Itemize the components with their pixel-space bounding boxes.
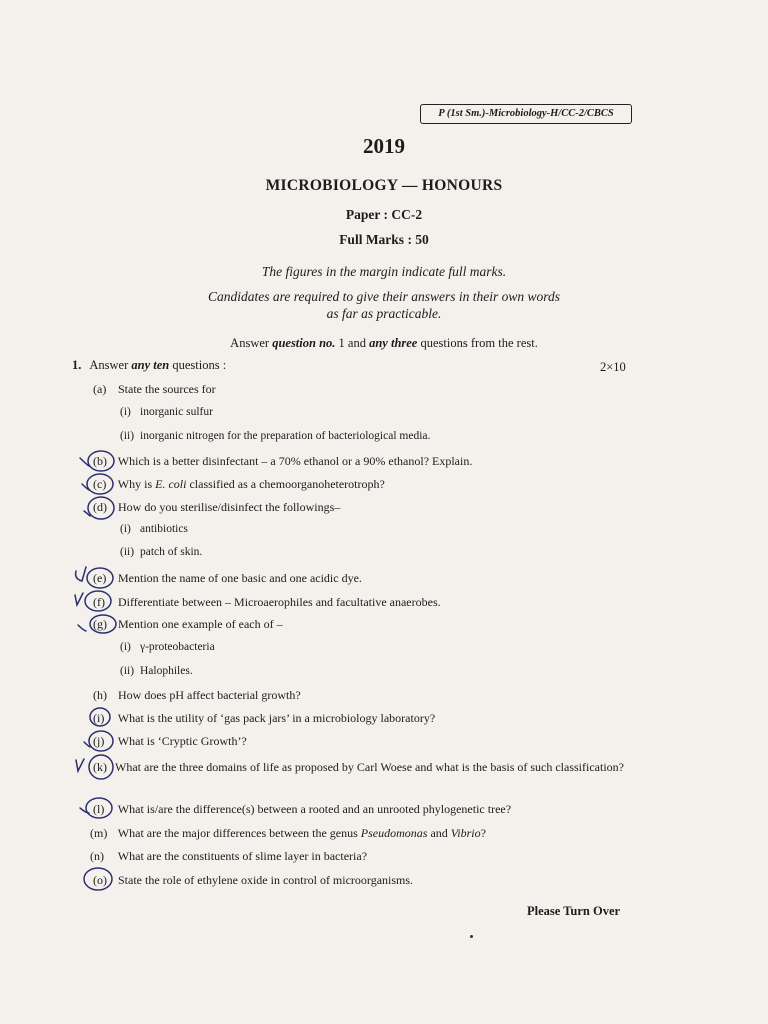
item-label: (i) <box>93 711 105 725</box>
item-label: (i) <box>120 523 131 535</box>
item-text-pre: Why is <box>117 477 156 491</box>
question-item-g <box>93 617 283 632</box>
exam-year: 2019 <box>363 134 405 158</box>
question-subitem-a-i <box>120 406 213 418</box>
item-text: What are the constituents of slime layer in bacteria? <box>117 849 368 863</box>
pen-mark-e <box>76 567 86 581</box>
item-text-mid: and <box>427 826 451 840</box>
item-label: (c) <box>93 477 107 491</box>
paper-code: P (1st Sm.)-Microbiology-H/CC-2/CBCS <box>420 104 632 124</box>
item-label: (m) <box>90 826 108 840</box>
item-label: (i) <box>120 641 131 653</box>
please-turn-over: Please Turn Over <box>527 904 621 918</box>
item-label: (e) <box>93 571 107 585</box>
answer-instruction <box>0 336 768 351</box>
item-label: (a) <box>93 382 107 396</box>
item-label: (l) <box>93 802 105 816</box>
question-item-h <box>93 688 301 703</box>
item-text-post: ? <box>480 826 486 840</box>
instruction-pre: Answer <box>230 336 273 350</box>
question-item-i <box>93 711 435 726</box>
paper-number: Paper : CC-2 <box>345 207 423 222</box>
pen-tick-g <box>78 625 86 631</box>
item-text-genus-1: Pseudomonas <box>360 826 428 840</box>
item-text: Which is a better disinfectant – a 70% ethanol or a 90% ethanol? Explain. <box>117 454 473 468</box>
item-label: (n) <box>90 849 104 863</box>
item-label: (j) <box>93 734 105 748</box>
item-label: (ii) <box>120 546 135 558</box>
item-text: State the sources for <box>118 382 216 396</box>
q1-any-ten: any ten <box>131 358 170 372</box>
pen-mark-f <box>75 593 83 605</box>
item-text: What are the three domains of life as proposed by Carl Woese and what is the basis of such classification? <box>115 760 624 774</box>
instruction-question: question no. <box>272 336 336 350</box>
item-text: Halophiles. <box>140 665 193 677</box>
question-item-d <box>93 500 340 515</box>
subject-title: MICROBIOLOGY — HONOURS <box>265 177 503 194</box>
question-number: 1. <box>72 358 82 372</box>
item-text: Mention the name of one basic and one acidic dye. <box>118 571 362 585</box>
question-item-n <box>90 849 367 864</box>
item-label: (ii) <box>120 430 135 442</box>
item-label: (h) <box>93 688 107 702</box>
item-text: patch of skin. <box>140 546 203 558</box>
item-label: (o) <box>93 873 107 887</box>
pen-tick-b <box>80 458 89 466</box>
item-text-pre: What are the major differences between the genus <box>117 826 361 840</box>
item-label: (d) <box>93 500 107 514</box>
question-item-e <box>93 571 362 586</box>
question-item-k <box>93 760 635 775</box>
item-label: (k) <box>93 760 107 774</box>
item-text: Mention one example of each of – <box>118 617 283 631</box>
item-text-post: classified as a chemoorganoheterotroph? <box>186 477 385 491</box>
question-item-j <box>93 734 247 749</box>
item-text: How does pH affect bacterial growth? <box>118 688 301 702</box>
pen-tick-d <box>84 511 90 516</box>
instruction-post: questions from the rest. <box>417 336 538 350</box>
question-subitem-d-i <box>120 523 188 535</box>
q1-pre: Answer <box>89 358 132 372</box>
ink-speck <box>470 935 473 938</box>
q1-post: questions : <box>169 358 227 372</box>
question-item-o <box>93 873 413 888</box>
instruction-any-three: any three <box>369 336 418 350</box>
item-label: (f) <box>93 595 105 609</box>
question-1-marks: 2×10 <box>600 360 626 374</box>
pen-tick-j <box>84 742 90 747</box>
item-text: inorganic nitrogen for the preparation of bacteriological media. <box>140 430 431 442</box>
item-text: inorganic sulfur <box>140 406 213 418</box>
item-label: (ii) <box>120 665 135 677</box>
question-subitem-g-ii <box>120 665 193 677</box>
item-text: Differentiate between – Microaerophiles and facultative anaerobes. <box>118 595 441 609</box>
pen-tick-c <box>82 484 89 490</box>
item-text: antibiotics <box>140 523 188 535</box>
item-text: What is/are the difference(s) between a rooted and an unrooted phylogenetic tree? <box>117 802 512 816</box>
item-text: What is ‘Cryptic Growth’? <box>117 734 247 748</box>
item-text-genus-2: Vibrio <box>450 826 481 840</box>
question-1-heading <box>72 358 226 373</box>
question-item-f <box>93 595 441 610</box>
item-text: State the role of ethylene oxide in control of microorganisms. <box>118 873 414 887</box>
item-label: (b) <box>93 454 107 468</box>
own-words-note-1: Candidates are required to give their answers in their own words <box>208 289 560 304</box>
item-label: (g) <box>93 617 107 631</box>
question-subitem-a-ii <box>120 430 430 442</box>
question-item-c <box>93 477 385 492</box>
item-label: (i) <box>120 406 131 418</box>
own-words-note-2: as far as practicable. <box>326 306 442 321</box>
question-item-a <box>93 382 216 397</box>
question-subitem-g-i <box>120 641 215 653</box>
item-text: γ-proteobacteria <box>140 641 215 653</box>
item-text-species: E. coli <box>155 477 187 491</box>
item-text: What is the utility of ‘gas pack jars’ in a microbiology laboratory? <box>117 711 436 725</box>
full-marks: Full Marks : 50 <box>339 232 429 247</box>
question-item-b <box>93 454 472 469</box>
margin-note: The figures in the margin indicate full marks. <box>261 264 507 279</box>
question-item-m <box>90 826 486 841</box>
question-item-l <box>93 802 511 817</box>
question-subitem-d-ii <box>120 546 202 558</box>
pen-tick-l <box>80 808 89 813</box>
pen-mark-k <box>76 759 84 771</box>
item-text: How do you sterilise/disinfect the followings– <box>118 500 341 514</box>
instruction-mid: 1 and <box>335 336 370 350</box>
